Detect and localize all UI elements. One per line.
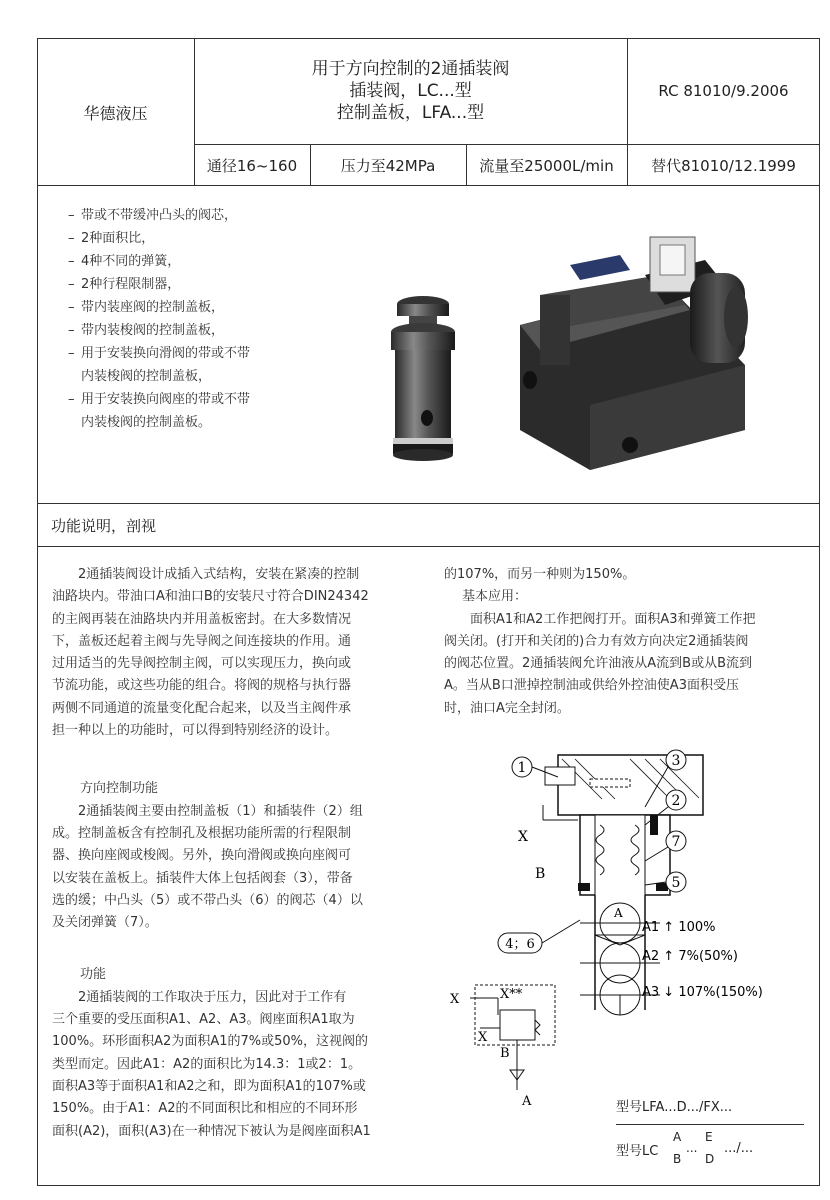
area-a2: A2 ↑ 7%(50%) — [642, 949, 738, 964]
symbol-b: B — [500, 1046, 510, 1061]
model-lc-prefix: 型号LC — [616, 1144, 659, 1159]
list-item: – 带或不带缓冲凸头的阀芯， — [68, 208, 238, 223]
divider — [616, 1124, 804, 1125]
divider — [194, 144, 820, 145]
model-lc — [616, 1140, 658, 1159]
list-item: – 4种不同的弹簧， — [68, 254, 181, 269]
para-line: 的阀芯位置。2通插装阀允许油液从A流到B或从B流到 — [444, 656, 753, 672]
para-line: 选的缓；中凸头（5）或不带凸头（6）的阀芯（4）以 — [52, 892, 363, 908]
right-column — [444, 564, 814, 720]
title-line: 插装阀，LC...型 — [349, 81, 472, 101]
list-item: – 带内装梭阀的控制盖板， — [68, 323, 225, 338]
svg-text:3: 3 — [671, 753, 681, 769]
para-line: 面积(A2)，面积(A3)在一种情况下被认为是阀座面积A1 — [52, 1123, 371, 1139]
feature-list — [68, 204, 250, 434]
para-line: 面积A1和A2工作把阀打开。面积A3和弹簧工作把 — [470, 611, 756, 627]
svg-text:4；6: 4；6 — [505, 937, 535, 952]
para-line: 器、换向座阀或梭阀。另外，换向滑阀或换向座阀可 — [52, 848, 352, 864]
symbol-x1: X — [450, 992, 460, 1007]
model-lc-b: B — [673, 1152, 682, 1166]
title-line: 用于方向控制的2通插装阀 — [311, 59, 510, 79]
list-item: – 用于安装换向滑阀的带或不带 — [68, 346, 251, 361]
control-cover-image — [510, 225, 760, 470]
intro-line: 2通插装阀设计成插入式结构，安装在紧凑的控制 — [78, 567, 360, 582]
para-line: 以安装在盖板上。插装件大体上包括阀套（3），带备 — [52, 870, 353, 886]
svg-text:7: 7 — [671, 834, 681, 850]
list-item: 内装梭阀的控制盖板。 — [81, 415, 212, 430]
para-line: 及关闭弹簧（7）。 — [52, 915, 158, 931]
list-item: – 带内装座阀的控制盖板， — [68, 300, 225, 315]
symbol-x2: X** — [500, 987, 523, 1002]
company-name: 华德液压 — [83, 103, 148, 123]
divider — [627, 38, 628, 186]
hydraulic-symbol — [450, 985, 555, 1109]
intro-line: 下，盖板还起着主阀与先导阀之间连接块的作用。通 — [52, 633, 352, 649]
intro-line: 过用适当的先导阀控制主阀，可以实现压力，换向或 — [52, 656, 352, 672]
section-heading: 功能说明，剖视 — [37, 503, 820, 547]
para-line: 时，油口A完全封闭。 — [444, 700, 570, 716]
para-line: 2通插装阀主要由控制盖板（1）和插装件（2）组 — [78, 803, 363, 819]
area-a3: A3 ↓ 107%(150%) — [642, 985, 763, 1000]
para-line: 成。控制盖板含有控制孔及根据功能所需的行程限制 — [52, 825, 352, 841]
port-x-label: X — [518, 829, 528, 845]
divider — [194, 38, 195, 186]
intro-line: 担一种以上的功能时，可以得到特别经济的设计。 — [52, 723, 339, 739]
document-code: RC 81010/9.2006 — [658, 82, 789, 100]
cartridge-valve-image — [383, 290, 463, 470]
para-line: 阀关闭。(打开和关闭的)合力有效方向决定2通插装阀 — [444, 633, 749, 649]
symbol-a: A — [522, 1094, 532, 1109]
area-a1: A1 ↑ 100% — [642, 920, 716, 935]
port-a-label: A — [614, 906, 623, 920]
spec-replaces: 替代81010/12.1999 — [651, 156, 796, 175]
spec-size: 通径16~160 — [206, 156, 298, 175]
intro-line: 节流功能，或这些功能的组合。将阀的规格与执行器 — [52, 678, 352, 694]
model-lc-a: A — [673, 1130, 682, 1144]
para-line: 2通插装阀的工作取决于压力，因此对于工作有 — [78, 989, 347, 1005]
header-table — [37, 38, 820, 186]
spec-pressure: 压力至42MPa — [340, 156, 436, 175]
para-line: 面积A3等于面积A1和A2之和，即为面积A1的107%或 — [52, 1078, 366, 1094]
model-lc-d: D — [705, 1152, 715, 1166]
divider — [466, 144, 467, 186]
spec-flow: 流量至25000L/min — [479, 156, 614, 175]
callout-4-6 — [498, 920, 580, 953]
para-line: 150%。由于A1：A2的不同面积比和相应的不同环形 — [52, 1101, 358, 1117]
symbol-x3: X — [478, 1030, 488, 1045]
model-lfa: 型号LFA...D.../FX... — [616, 1100, 733, 1115]
intro-line: 油路块内。带油口A和油口B的安装尺寸符合DIN24342 — [52, 589, 369, 605]
left-column — [52, 564, 420, 1143]
list-item: – 用于安装换向阀座的带或不带 — [68, 392, 251, 407]
para-line: A。当从B口泄掉控制油或供给外控油使A3面积受压 — [444, 678, 739, 694]
subheading-function: 功能 — [80, 967, 107, 983]
intro-line: 的主阀再装在油路块内并用盖板密封。在大多数情况 — [52, 611, 352, 627]
intro-line: 两侧不同通道的流量变化配合起来，以及当主阀件承 — [52, 700, 352, 716]
model-lc-e: E — [705, 1130, 713, 1144]
section-diagram — [440, 745, 820, 1115]
para-line: 的107%，而另一种则为150%。 — [444, 567, 636, 582]
para-line: 100%。环形面积A2为面积A1的7%或50%，这视阀的 — [52, 1034, 369, 1050]
document-title — [194, 38, 627, 144]
title-line: 控制盖板，LFA...型 — [336, 103, 485, 123]
divider — [310, 144, 311, 186]
svg-text:1: 1 — [517, 760, 527, 776]
list-item: – 2种面积比， — [68, 231, 155, 246]
subheading-direction: 方向控制功能 — [80, 781, 159, 797]
list-item: 内装梭阀的控制盖板， — [81, 369, 212, 384]
subheading-application: 基本应用： — [462, 589, 528, 605]
svg-text:5: 5 — [671, 875, 681, 891]
list-item: – 2种行程限制器， — [68, 277, 181, 292]
model-lc-suffix: .../... — [724, 1141, 754, 1156]
para-line: 类型而定。因此A1：A2的面积比为14.3：1或2：1。 — [52, 1056, 362, 1072]
para-line: 三个重要的受压面积A1、A2、A3。阀座面积A1取为 — [52, 1012, 355, 1028]
port-b-label: B — [535, 866, 546, 882]
svg-text:2: 2 — [671, 793, 681, 809]
